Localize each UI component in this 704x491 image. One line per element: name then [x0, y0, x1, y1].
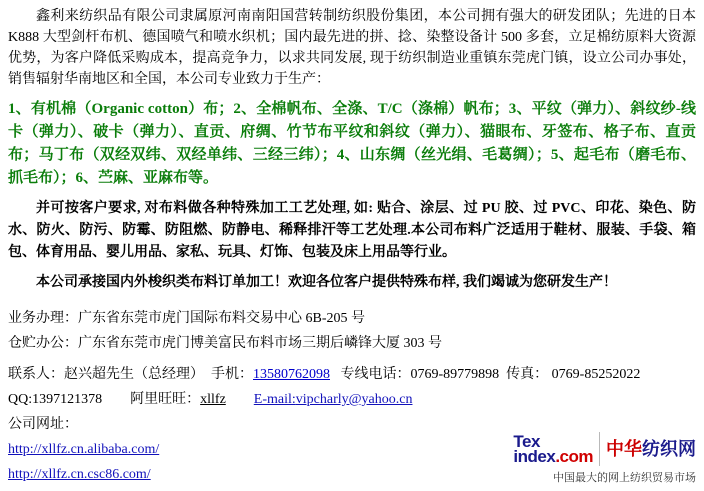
- qq-number: 1397121378: [32, 392, 103, 407]
- website-link-csc86[interactable]: http://xllfz.cn.csc86.com/: [8, 467, 151, 482]
- contact-person-line: [8, 362, 696, 387]
- spacer: [8, 296, 696, 306]
- logo-cn-prefix: 中华: [606, 438, 642, 459]
- warehouse-office-value: 广东省东莞市虎门博美富民布料市场三期后嶙锋大厦 303 号: [78, 336, 442, 351]
- process-paragraph: 并可按客户要求, 对布料做各种特殊加工工艺处理, 如: 贴合、涂层、过 PU 胶、过 PVC、印花、染色、防水、防火、防污、防霉、防阻燃、防静电、稀释排汗等工艺处理.本公司布料广泛适用于鞋材、服装、手袋、箱包、体育用品、婴儿用品、家私、玩具、灯饰、包装及床上用品等行业。: [8, 201, 696, 260]
- logo-dotcom: .com: [555, 447, 593, 466]
- intro-paragraph: 鑫利来纺织品有限公司隶属原河南南阳国营转制纺织股份集团，本公司拥有强大的研发团队；先进的日本K888 大型剑杆布机、德国喷气和喷水织机；国内最先进的拼、捻、染整设备计 500 多套，立足棉纺原料大资源优势，为客户降低采购成本，提高竞争力，以求共同发展, 现于纺织制造业重镇东莞虎门镇，设立公司办事处，销售辐射华南地区和全国，本公司专业致力于生产：: [8, 9, 696, 87]
- email-label: E-mail:: [253, 392, 296, 407]
- contact-person-label: 联系人：: [8, 367, 64, 382]
- website-label: 公司网址：: [8, 417, 78, 432]
- im-line: [8, 387, 696, 412]
- logo-index-word: index: [513, 447, 556, 466]
- contact-person-name: 赵兴超先生（总经理）: [64, 367, 204, 382]
- website-link-alibaba[interactable]: http://xllfz.cn.alibaba.com/: [8, 442, 160, 457]
- site-logo[interactable]: [466, 432, 696, 485]
- tel-number: 0769-89779898: [410, 367, 500, 382]
- aliww-id: xllfz: [200, 392, 226, 407]
- mobile-label: 手机：: [211, 367, 253, 382]
- logo-divider: [599, 432, 600, 466]
- products-paragraph: 1、有机棉（Organic cotton）布；2、全棉帆布、全涤、T/C（涤棉）帆布；3、平纹（弹力）、斜纹纱-线卡（弹力）、破卡（弹力）、直贡、府绸、竹节布平纹和斜纹（弹力）、猫眼布、牙签布、格子布、直贡布；马丁布（双经双纬、双经单纬、三经三纬）；4、山东绸（丝光绢、毛葛绸）；5、起毛布（磨毛布、抓毛布）；6、苎麻、亚麻布等。: [8, 101, 696, 186]
- fax-label: 传真：: [506, 367, 549, 382]
- business-office-value: 广东省东莞市虎门国际布料交易中心 6B-205 号: [78, 311, 365, 326]
- logo-tex-text: Tex: [513, 432, 540, 451]
- logo-cn-suffix: 纺织网: [642, 438, 696, 459]
- logo-wordmark-cn: [606, 440, 696, 459]
- mobile-number[interactable]: 13580762098: [253, 367, 330, 382]
- logo-index-text: [513, 449, 593, 464]
- business-office-label: 业务办理：: [8, 311, 78, 326]
- order-paragraph: 本公司承接国内外梭织类布料订单加工！欢迎各位客户提供特殊布样, 我们竭诚为您研发生产！: [36, 275, 617, 290]
- tel-label: 专线电话：: [340, 367, 411, 382]
- qq-label: QQ:: [8, 392, 33, 407]
- logo-wordmark-en: [513, 434, 593, 464]
- aliww-label: 阿里旺旺：: [130, 392, 201, 407]
- logo-tagline: 中国最大的网上纺织贸易市场: [553, 472, 696, 484]
- logo-row: [466, 432, 696, 466]
- warehouse-office-label: 仓贮办公：: [8, 336, 78, 351]
- fax-number: 0769-85252022: [551, 367, 641, 382]
- warehouse-office-line: [8, 331, 696, 356]
- business-office-line: [8, 306, 696, 331]
- email-address[interactable]: vipcharly@yahoo.cn: [295, 392, 413, 407]
